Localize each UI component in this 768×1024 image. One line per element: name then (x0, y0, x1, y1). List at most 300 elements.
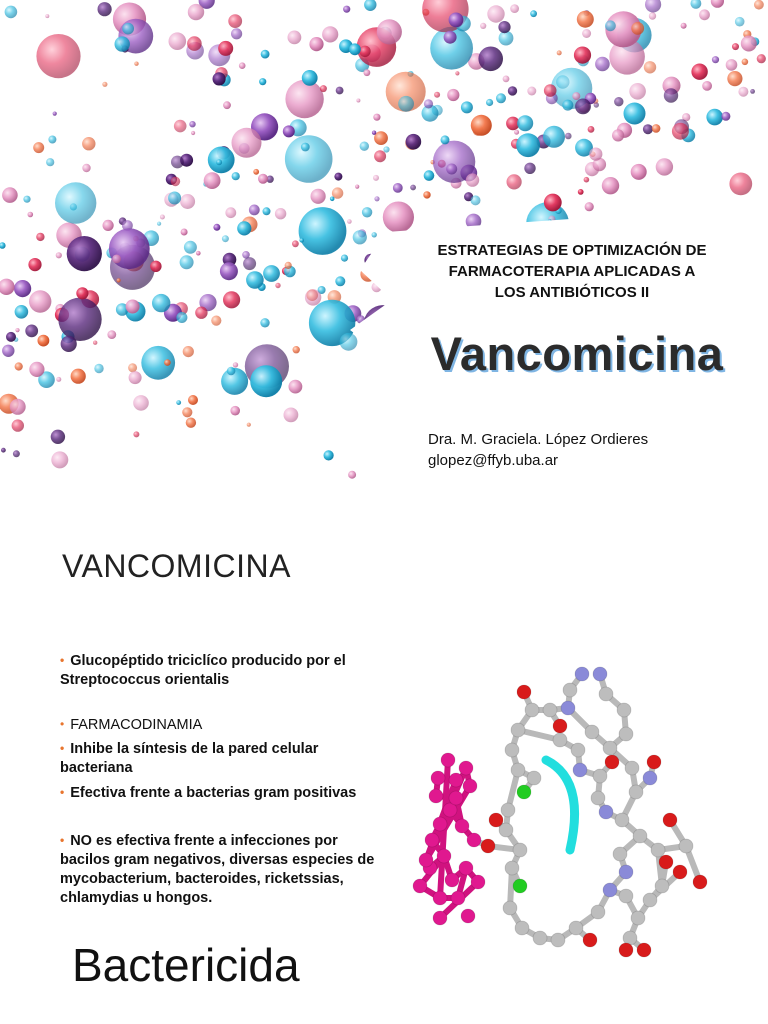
bubble (15, 362, 23, 370)
bubble (664, 88, 678, 102)
molecule-atom (553, 733, 567, 747)
bubble (36, 233, 44, 241)
molecule-atom (467, 833, 481, 847)
bullet-marker: • (60, 717, 65, 731)
bullet-text: FARMACODINAMIA (70, 717, 203, 733)
bubble (293, 346, 300, 353)
molecule-atom (527, 771, 541, 785)
molecule-atom (573, 763, 587, 777)
bubble (242, 251, 250, 259)
molecule-atom (619, 889, 633, 903)
bubble (544, 84, 557, 97)
molecule-atom (561, 701, 575, 715)
molecule-atom (437, 849, 451, 863)
bubble (285, 80, 323, 118)
bubble (656, 158, 673, 175)
molecule-atom (413, 879, 427, 893)
bullet-marker: • (60, 741, 65, 755)
bubble (544, 194, 562, 212)
bubble (393, 183, 403, 193)
bubble (247, 423, 251, 427)
bubble (107, 330, 116, 339)
bubble (275, 208, 286, 219)
bubble (275, 283, 280, 288)
bubble (374, 196, 379, 201)
bubble (334, 173, 342, 181)
bubble (180, 194, 195, 209)
bubble (29, 362, 44, 377)
bubble (424, 99, 433, 108)
bubble (372, 232, 377, 237)
molecule-atom (511, 763, 525, 777)
bubble (486, 99, 493, 106)
molecule-atom (643, 771, 657, 785)
bubble (28, 212, 34, 218)
bubble (189, 121, 195, 127)
molecule-atom (517, 685, 531, 699)
molecule-atom (451, 891, 465, 905)
bubble (349, 43, 361, 55)
bubble (53, 112, 57, 116)
bubble (588, 126, 595, 133)
bubble (362, 207, 372, 217)
bubble (195, 307, 207, 319)
molecule-atom (673, 865, 687, 879)
bubble (0, 279, 15, 295)
bubble (594, 102, 599, 107)
molecule-atom (593, 667, 607, 681)
bullet-item (60, 740, 370, 778)
bubble (516, 133, 540, 157)
bubble (741, 36, 757, 52)
bubble (45, 14, 49, 18)
bubble (285, 262, 292, 269)
molecule-atom (513, 843, 527, 857)
bubble (309, 37, 323, 51)
bubble (82, 137, 95, 150)
bubble (322, 26, 338, 42)
slide-heading: VANCOMICINA (62, 548, 291, 584)
bubble (738, 87, 748, 97)
bubble (335, 276, 345, 286)
bubble (51, 451, 68, 468)
bubble (25, 325, 38, 338)
bubble (577, 11, 594, 28)
bubble (449, 13, 464, 28)
bubble (424, 170, 435, 181)
bubble (726, 59, 738, 71)
bubble (188, 395, 198, 405)
bubble (754, 0, 764, 10)
bubble (631, 22, 644, 35)
bullet-text: NO es efectiva frente a infecciones por bacilos gram negativos, diversas especies de mycobacterium, bacteroides, ricketssias, chlamydias u hongos. (60, 833, 375, 906)
bubble (204, 172, 221, 189)
bubble (574, 47, 591, 64)
bubble (643, 124, 653, 134)
molecule-atom (515, 921, 529, 935)
bubble (503, 76, 510, 83)
bubble (263, 265, 280, 282)
bullet-marker: • (60, 785, 65, 799)
molecule-atom (511, 723, 525, 737)
bubble (220, 262, 238, 280)
bubble (188, 4, 204, 20)
bubble (231, 28, 242, 39)
molecule-atom (633, 829, 647, 843)
bubble (164, 359, 171, 366)
bubble (115, 36, 130, 51)
bubble (348, 471, 356, 479)
bubble (423, 191, 430, 198)
molecule-atom (433, 911, 447, 925)
bubble (506, 174, 521, 189)
bubble (38, 335, 50, 347)
bubble (336, 87, 344, 95)
molecule-atom (449, 791, 463, 805)
bullet-item (60, 716, 370, 735)
bubble (691, 63, 707, 79)
molecule-atom (655, 879, 669, 893)
bubble (48, 136, 56, 144)
bubble (584, 177, 590, 183)
content-slide (0, 512, 768, 1024)
bubble (498, 21, 510, 33)
bubble (23, 196, 30, 203)
bubble (508, 86, 517, 95)
bubble (15, 305, 29, 319)
bubble (171, 177, 181, 187)
bubble (711, 0, 724, 8)
bubble (614, 97, 623, 106)
molecule-atom (617, 703, 631, 717)
bubble (517, 115, 533, 131)
bubble (225, 207, 236, 218)
molecule-atom (583, 933, 597, 947)
bubble (258, 174, 268, 184)
molecule-atom (431, 771, 445, 785)
bubble (681, 23, 687, 29)
bubble (372, 131, 376, 135)
bubble (406, 134, 422, 150)
bubble (233, 362, 238, 367)
bubble (56, 377, 61, 382)
bubble (12, 419, 24, 431)
molecule-atom (489, 813, 503, 827)
bubble (102, 82, 107, 87)
molecule-atom (599, 687, 613, 701)
bubble (383, 202, 414, 233)
molecule-atom (631, 911, 645, 925)
bubble (706, 109, 723, 126)
bubble (455, 71, 459, 75)
bubble (355, 185, 359, 189)
bubble (93, 341, 97, 345)
bubble (702, 81, 712, 91)
bubble (239, 62, 246, 69)
bubble (480, 23, 486, 29)
bubble (249, 205, 260, 216)
bubble (67, 236, 102, 271)
molecule-atom (693, 875, 707, 889)
author-block (428, 429, 648, 471)
bubble (56, 252, 62, 258)
bubble (572, 92, 580, 100)
molecule-atom (563, 683, 577, 697)
molecule-atom (603, 883, 617, 897)
bubble (160, 215, 165, 220)
bubble (223, 101, 231, 109)
bubble (324, 450, 334, 460)
bubble (51, 430, 65, 444)
bubble (410, 185, 416, 191)
bubble (283, 125, 295, 137)
bubble (182, 407, 192, 417)
molecule-atom (449, 773, 463, 787)
molecule-atom (575, 667, 589, 681)
subtitle-line: FARMACOTERAPIA APLICADAS A (448, 263, 696, 280)
bubble (364, 69, 371, 76)
bubble (58, 298, 101, 341)
bubble (652, 124, 661, 133)
molecule-atom (591, 791, 605, 805)
ligand-tube (546, 760, 575, 850)
bubble (742, 59, 749, 66)
bubble (447, 89, 459, 101)
bubble (672, 123, 689, 140)
bullet-item (60, 652, 370, 690)
bubble (36, 34, 80, 78)
molecule-atom (613, 847, 627, 861)
bubble (578, 189, 584, 195)
bubble (721, 112, 730, 121)
subtitle-line: LOS ANTIBIÓTICOS II (494, 284, 650, 301)
bubble (330, 197, 335, 202)
bullet-text: Glucopéptido triciclíco producido por el Streptococcus orientalis (60, 653, 346, 688)
bubble (471, 115, 492, 136)
bubble (543, 126, 565, 148)
molecule-atom (461, 909, 475, 923)
bubble (227, 367, 236, 376)
bubble (15, 328, 19, 332)
bubble (259, 78, 266, 85)
molecule-atom (419, 853, 433, 867)
molecule-atom (481, 839, 495, 853)
bubble (374, 150, 386, 162)
bubble (629, 83, 646, 100)
bubble (191, 131, 195, 135)
molecule-atom (503, 901, 517, 915)
bubble (299, 238, 304, 243)
molecule-atom (433, 891, 447, 905)
bubble (76, 287, 88, 299)
bubble (631, 164, 647, 180)
molecule-atom (525, 703, 539, 717)
bubble (446, 164, 457, 175)
bubble (243, 257, 256, 270)
molecule-atom (619, 943, 633, 957)
bullet-marker: • (60, 833, 65, 847)
bubble (289, 380, 303, 394)
bubble (299, 207, 347, 255)
bubble (353, 230, 367, 244)
molecule-atom (429, 789, 443, 803)
bubble (5, 6, 18, 19)
molecule-atom (571, 743, 585, 757)
molecule-atom (625, 761, 639, 775)
molecule-atom (599, 805, 613, 819)
bubble (223, 291, 240, 308)
bubble (565, 133, 572, 140)
bubble (340, 333, 358, 351)
bubble (6, 332, 16, 342)
bubble (1, 448, 6, 453)
bubble (311, 189, 326, 204)
bubble (171, 156, 184, 169)
bubble (98, 2, 112, 16)
bubble (103, 220, 114, 231)
molecule-atom (501, 803, 515, 817)
bubble (649, 12, 656, 19)
molecule-atom (425, 833, 439, 847)
bubble (187, 36, 202, 51)
molecule-atom (591, 905, 605, 919)
vancomycin-ball-and-stick-model (400, 650, 710, 970)
molecule-atom (593, 769, 607, 783)
bubble (377, 19, 402, 44)
bubble (292, 240, 299, 247)
bubble (180, 255, 194, 269)
molecule-atom (651, 843, 665, 857)
bubble (364, 0, 376, 11)
bubble (595, 57, 610, 72)
bactericida-label: Bactericida (72, 939, 300, 991)
bubble (208, 147, 235, 174)
molecule-atom (663, 813, 677, 827)
bubble (727, 71, 742, 86)
bubble (246, 271, 264, 289)
bubble (152, 294, 170, 312)
bubble (230, 406, 240, 416)
bubble (527, 87, 536, 96)
bubble (496, 93, 506, 103)
bubble (169, 32, 187, 50)
bullet-text: Inhibe la síntesis de la pared celular bacteriana (60, 741, 319, 776)
bubble (735, 17, 745, 27)
molecule-atom (619, 865, 633, 879)
course-subtitle (402, 240, 742, 303)
bubble (478, 47, 503, 72)
molecule-atom (533, 931, 547, 945)
bubble (174, 120, 187, 133)
bubble (691, 0, 702, 9)
bubble (383, 146, 389, 152)
bubble (557, 50, 562, 55)
bubble (176, 400, 181, 405)
bubble (360, 142, 369, 151)
author-email: glopez@ffyb.uba.ar (428, 452, 559, 469)
bubble (612, 129, 624, 141)
bubble (10, 399, 26, 415)
molecule-atom (505, 861, 519, 875)
bubble (347, 219, 352, 224)
molecule-atom (615, 813, 629, 827)
bubble (302, 70, 318, 86)
bubble (33, 142, 44, 153)
bubble (575, 99, 591, 115)
molecule-atom (517, 785, 531, 799)
bubble (250, 365, 282, 397)
bubble (582, 29, 591, 38)
molecule-atom (605, 755, 619, 769)
bubble (444, 31, 457, 44)
bubble (213, 224, 220, 231)
bubble (471, 195, 481, 205)
molecule-atom (459, 761, 473, 775)
molecule-atom (659, 855, 673, 869)
bubble (441, 135, 450, 144)
bubble (55, 182, 96, 223)
bubble (216, 159, 222, 165)
molecule-atom (603, 741, 617, 755)
bullet-item (60, 784, 370, 803)
bubble (2, 345, 14, 357)
molecule-atom (471, 875, 485, 889)
bubble (288, 31, 302, 45)
bubble (61, 336, 77, 352)
bubble (750, 89, 755, 94)
bubble (434, 92, 440, 98)
bubble (305, 289, 321, 305)
molecule-atom (629, 785, 643, 799)
bubble (562, 100, 573, 111)
bubble (46, 158, 54, 166)
bubble (356, 99, 360, 103)
bullet-marker: • (60, 653, 65, 667)
molecule-atom (637, 943, 651, 957)
bubble (181, 229, 188, 236)
bubble (211, 316, 221, 326)
molecule-atom (459, 861, 473, 875)
bubble (284, 408, 299, 423)
bubble (133, 431, 139, 437)
molecule-atom (463, 779, 477, 793)
bubble (589, 148, 602, 161)
bubble (398, 96, 414, 112)
molecule-atom (445, 873, 459, 887)
molecule-atom (619, 727, 633, 741)
bubble (530, 10, 537, 17)
bubble (757, 54, 766, 63)
bubble (285, 135, 333, 183)
bubble (186, 418, 196, 428)
molecule-atom (543, 703, 557, 717)
molecule-atom (433, 817, 447, 831)
bubble (320, 85, 327, 92)
bubble (157, 222, 161, 226)
bubble (645, 0, 661, 13)
bubble (373, 114, 380, 121)
bubble (466, 173, 479, 186)
bubble (261, 50, 270, 59)
bubble (213, 72, 226, 85)
slide-title: Vancomicina (430, 327, 724, 380)
bubble (184, 241, 197, 254)
bubble (263, 207, 271, 215)
bubble (222, 235, 229, 242)
bubble (150, 261, 161, 272)
bubble (183, 346, 194, 357)
bubble (260, 318, 269, 327)
